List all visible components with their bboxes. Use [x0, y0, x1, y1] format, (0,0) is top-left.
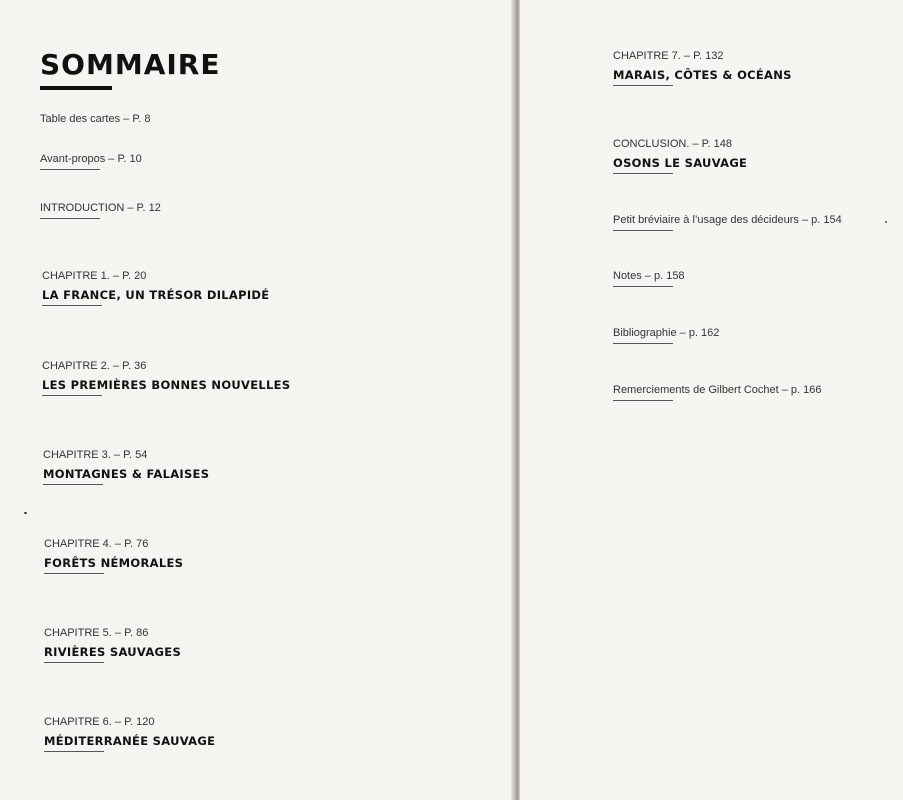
toc-entry-chapitre-6 [44, 716, 215, 752]
page-title: SOMMAIRE [40, 48, 221, 81]
toc-entry-label: Avant-propos – P. 10 [40, 153, 142, 165]
toc-entry-chapitre-3 [43, 449, 209, 485]
entry-underline [40, 169, 100, 170]
entry-underline [44, 573, 104, 574]
toc-entry-label: Petit bréviaire à l’usage des décideurs – p. 154 [613, 214, 842, 226]
toc-entry-label: CHAPITRE 6. – P. 120 [44, 716, 155, 728]
toc-entry-chapitre-2 [42, 360, 290, 396]
toc-entry-chapitre-1 [42, 270, 269, 306]
entry-underline [613, 286, 673, 287]
toc-entry-title: FORÊTS NÉMORALES [44, 556, 184, 570]
entry-underline [613, 400, 673, 401]
entry-underline [42, 395, 102, 396]
toc-entry-bibliographie [613, 327, 719, 344]
toc-entry-table-des-cartes [40, 113, 150, 125]
toc-entry-introduction [40, 202, 161, 219]
toc-entry-title: LES PREMIÈRES BONNES NOUVELLES [42, 378, 291, 392]
toc-entry-label: Notes – p. 158 [613, 270, 685, 282]
toc-entry-label: Table des cartes – P. 8 [40, 113, 151, 125]
toc-entry-label: CHAPITRE 5. – P. 86 [44, 627, 149, 639]
toc-entry-remerciements [613, 384, 822, 401]
toc-entry-chapitre-4 [44, 538, 183, 574]
toc-entry-label: CHAPITRE 1. – P. 20 [42, 270, 147, 282]
toc-entry-conclusion [613, 138, 747, 174]
title-underline [40, 86, 112, 90]
entry-underline [44, 751, 104, 752]
toc-entry-label: CONCLUSION. – P. 148 [613, 138, 733, 150]
entry-underline [613, 230, 673, 231]
entry-underline [613, 85, 673, 86]
toc-entry-label: Remerciements de Gilbert Cochet – p. 166 [613, 384, 822, 396]
entry-underline [40, 218, 100, 219]
entry-underline [613, 343, 673, 344]
entry-underline [42, 305, 102, 306]
toc-entry-notes [613, 270, 685, 287]
toc-entry-title: OSONS LE SAUVAGE [613, 156, 748, 170]
toc-entry-label: CHAPITRE 7. – P. 132 [613, 50, 724, 62]
toc-entry-chapitre-5 [44, 627, 181, 663]
print-speck [885, 221, 887, 223]
toc-entry-title: MÉDITERRANÉE SAUVAGE [44, 734, 216, 748]
toc-entry-title: RIVIÈRES SAUVAGES [44, 645, 182, 659]
right-page [520, 0, 903, 800]
print-speck [24, 512, 27, 514]
toc-entry-label: CHAPITRE 2. – P. 36 [42, 360, 147, 372]
toc-entry-label: CHAPITRE 4. – P. 76 [44, 538, 149, 550]
entry-underline [44, 662, 104, 663]
entry-underline [43, 484, 103, 485]
toc-entry-label: INTRODUCTION – P. 12 [40, 202, 161, 214]
toc-entry-title: MONTAGNES & FALAISES [43, 467, 210, 481]
toc-entry-label: CHAPITRE 3. – P. 54 [43, 449, 148, 461]
toc-entry-title: LA FRANCE, UN TRÉSOR DILAPIDÉ [42, 288, 270, 302]
toc-entry-petit-breviaire [613, 214, 842, 231]
entry-underline [613, 173, 673, 174]
toc-entry-title: MARAIS, CÔTES & OCÉANS [613, 68, 792, 82]
toc-entry-chapitre-7 [613, 50, 792, 86]
toc-entry-label: Bibliographie – p. 162 [613, 327, 720, 339]
toc-entry-avant-propos [40, 153, 142, 170]
